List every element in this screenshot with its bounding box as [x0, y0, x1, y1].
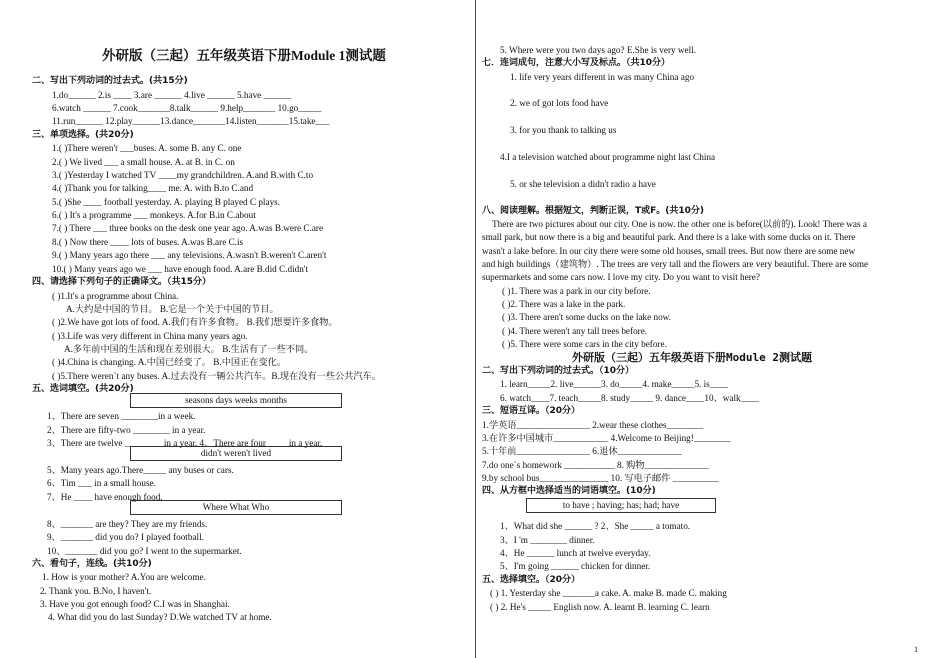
text-line: 5、Many years ago.There_____ any buses or cars. [47, 465, 234, 475]
text-line: 3.( )Yesterday I watched TV ____my grandchildren. A.and B.with C.to [52, 170, 314, 180]
text-line: ( )2.We have got lots of food. A.我们有许多食物。 B.我们想要许多食物。 [52, 317, 338, 327]
text-line: 7.do one`s homework ___________ 8. 购物______________ [482, 460, 709, 470]
text-line: 3.在许多中国城市____________ 4.Welcome to Beijing!________ [482, 433, 731, 443]
text-line: small park, but now there is a big and beautiful park. And there is a lake with some ducks on it. There [482, 232, 856, 242]
section-heading: 四、从方框中选择适当的词语填空。(10分) [482, 486, 656, 496]
text-line: 8、_______ are they? They are my friends. [47, 519, 208, 529]
text-line: supermarkets and some cars now. I love my city. Do you want to visit here? [482, 272, 760, 282]
text-line: 4.I a television watched about programme night last China [500, 152, 716, 162]
text-line: and high buildings（建筑物）. The trees are very tall and the flowers are very beautiful. There are some [482, 259, 869, 269]
section-heading: 七．连词成句，注意大小写及标点。（共10分） [482, 58, 671, 68]
text-line: 5.( )She ____ football yesterday. A. playing B played C plays. [52, 197, 281, 207]
text-line: 6.( ) It's a programme ___ monkeys. A.for B.in C.about [52, 210, 256, 220]
section-heading: 四、请选择下列句子的正确译文。（共15分） [32, 277, 212, 287]
word-bank-box: didn't weren't lived [130, 446, 342, 461]
text-line: 1. learn_____2. live______3. do_____4. make_____5. is____ [500, 379, 729, 389]
section-heading: 三、短语互译。（20分） [482, 406, 581, 416]
text-line: There are two pictures about our city. One is now. the other one is before(以前的). Look! There was a [492, 219, 867, 229]
text-line: ( )3.Life was very different in China many years ago. [52, 331, 248, 341]
text-line: 7、He ____ have enough food. [47, 492, 163, 502]
page-title: 外研版（三起）五年级英语下册Module 1测试题 [102, 48, 386, 63]
text-line: 5. Where were you two days ago? E.She is very well. [500, 45, 697, 55]
text-line: 4. What did you do last Sunday? D.We watched TV at home. [48, 612, 272, 622]
text-line: A.多年前中国的生活和现在差别很大。 B.生活有了一些不同。 [64, 344, 314, 354]
section-heading: 八、阅读理解。根据短文，判断正误，T或F。(共10分) [482, 206, 705, 216]
text-line: 1.学英语________________ 2.wear these clothes________ [482, 420, 704, 430]
section-heading: 二、写出下列动词的过去式。（10分） [482, 366, 635, 376]
word-bank-box: seasons days weeks months [130, 393, 342, 408]
text-line: 5、I'm going ______ chicken for dinner. [500, 561, 651, 571]
text-line: 5.十年前________________ 6.退休______________ [482, 446, 682, 456]
text-line: ( )2. There was a lake in the park. [502, 299, 626, 309]
text-line: 6.watch ______ 7.cook_______8.talk______ 9.help_______ 10.go_____ [52, 103, 322, 113]
text-line: ( ) 1. Yesterday she _______a cake. A. make B. made C. making [490, 588, 727, 598]
text-line: 8.( ) Now there ____ lots of buses. A.was B.are C.is [52, 237, 244, 247]
text-line: 7.( ) There ___ three books on the desk one year ago. A.was B.were C.are [52, 223, 324, 233]
text-line: 9、_______ did you do? I played football. [47, 532, 204, 542]
text-line: 1、There are seven ________in a week. [47, 411, 196, 421]
text-line: ( )1.It's a programme about China. [52, 291, 179, 301]
text-line: 2、There are fifty-two ________ in a year. [47, 425, 206, 435]
text-line: ( )4.China is changing. A.中国已经变了。 B.中国正在变化。 [52, 357, 287, 367]
section-heading: 五、选择填空。（20分） [482, 575, 581, 585]
word-bank-box: Where What Who [130, 500, 342, 515]
word-bank-box: to have ; having; has; had; have [526, 498, 716, 513]
text-line: 6、Tim ___ in a small house. [47, 478, 156, 488]
text-line: 1、What did she ______ ? 2、She _____ a tomato. [500, 521, 691, 531]
text-line: 2. we of got lots food have [510, 98, 609, 108]
text-line: ( )5.There weren`t any buses. A.过去没有一辆公共汽车。B.现在没有一些公共汽车。 [52, 371, 381, 381]
text-line: 3、I 'm ________ dinner. [500, 535, 595, 545]
text-line: 9.by school bus_______________ 10. 写电子邮件 __________ [482, 473, 719, 483]
text-line: ( )4. There weren't any tall trees before. [502, 326, 648, 336]
text-line: 4、He ______ lunch at twelve everyday. [500, 548, 651, 558]
text-line: 11.run______ 12.play______13.dance_______14.listen_______15.take___ [52, 116, 330, 126]
section-heading: 六、看句子，连线。(共10分) [32, 559, 152, 569]
text-line: ( )5. There were some cars in the city before. [502, 339, 667, 349]
text-line: ( )3. There aren't some ducks on the lake now. [502, 312, 672, 322]
text-line: wasn't a lake before. In our city there were some old houses, small trees. But now there are some new [482, 246, 856, 256]
text-line: 1. How is your mother? A.You are welcome. [42, 572, 206, 582]
text-line: 1.( )There weren't ___buses. A. some B. any C. one [52, 143, 242, 153]
text-line: 2. Thank you. B.No, I haven't. [40, 586, 152, 596]
text-line: 1.do______ 2.is ____ 3.are ______ 4.live ______ 5.have ______ [52, 90, 292, 100]
text-line: ( ) 2. He's _____ English now. A. learnt B. learning C. learn [490, 602, 710, 612]
text-line: 3. Have you got enough food? C.I was in Shanghai. [40, 599, 230, 609]
column-divider [475, 0, 476, 658]
section-heading: 外研版（三起）五年级英语下册Module 2测试题 [572, 351, 812, 364]
text-line: 2.( ) We lived ___ a small house. A. at B. in C. on [52, 157, 235, 167]
text-line: 1. life very years different in was many China ago [510, 72, 695, 82]
text-line: ( )1. There was a park in our city before. [502, 286, 651, 296]
text-line: 3. for you thank to talking us [510, 125, 617, 135]
section-heading: 五、选词填空。(共20分) [32, 384, 134, 394]
page-number: 1 [914, 645, 918, 654]
text-line: 6. watch____7. teach_____8. study_____ 9. dance____10、walk____ [500, 393, 759, 403]
text-line: 10、_______ did you go? I went to the supermarket. [47, 546, 242, 556]
text-line: 5. or she television a didn't radio a have [510, 179, 656, 189]
section-heading: 三、单项选择。(共20分) [32, 130, 134, 140]
section-heading: 二、写出下列动词的过去式。(共15分) [32, 76, 188, 86]
text-line: 9.( ) Many years ago there ___ any televisions. A.wasn't B.weren't C.aren't [52, 250, 327, 260]
text-line: 4.( )Thank you for talking____ me. A. with B.to C.and [52, 183, 254, 193]
text-line: A.大约是中国的节目。 B.它是一个关于中国的节目。 [66, 304, 279, 314]
text-line: 3、There are twelve ________ in a year. 4、There are four ____ in a year. [47, 438, 323, 448]
text-line: 10.( ) Many years ago we ___ have enough food. A.are B.did C.didn't [52, 264, 309, 274]
